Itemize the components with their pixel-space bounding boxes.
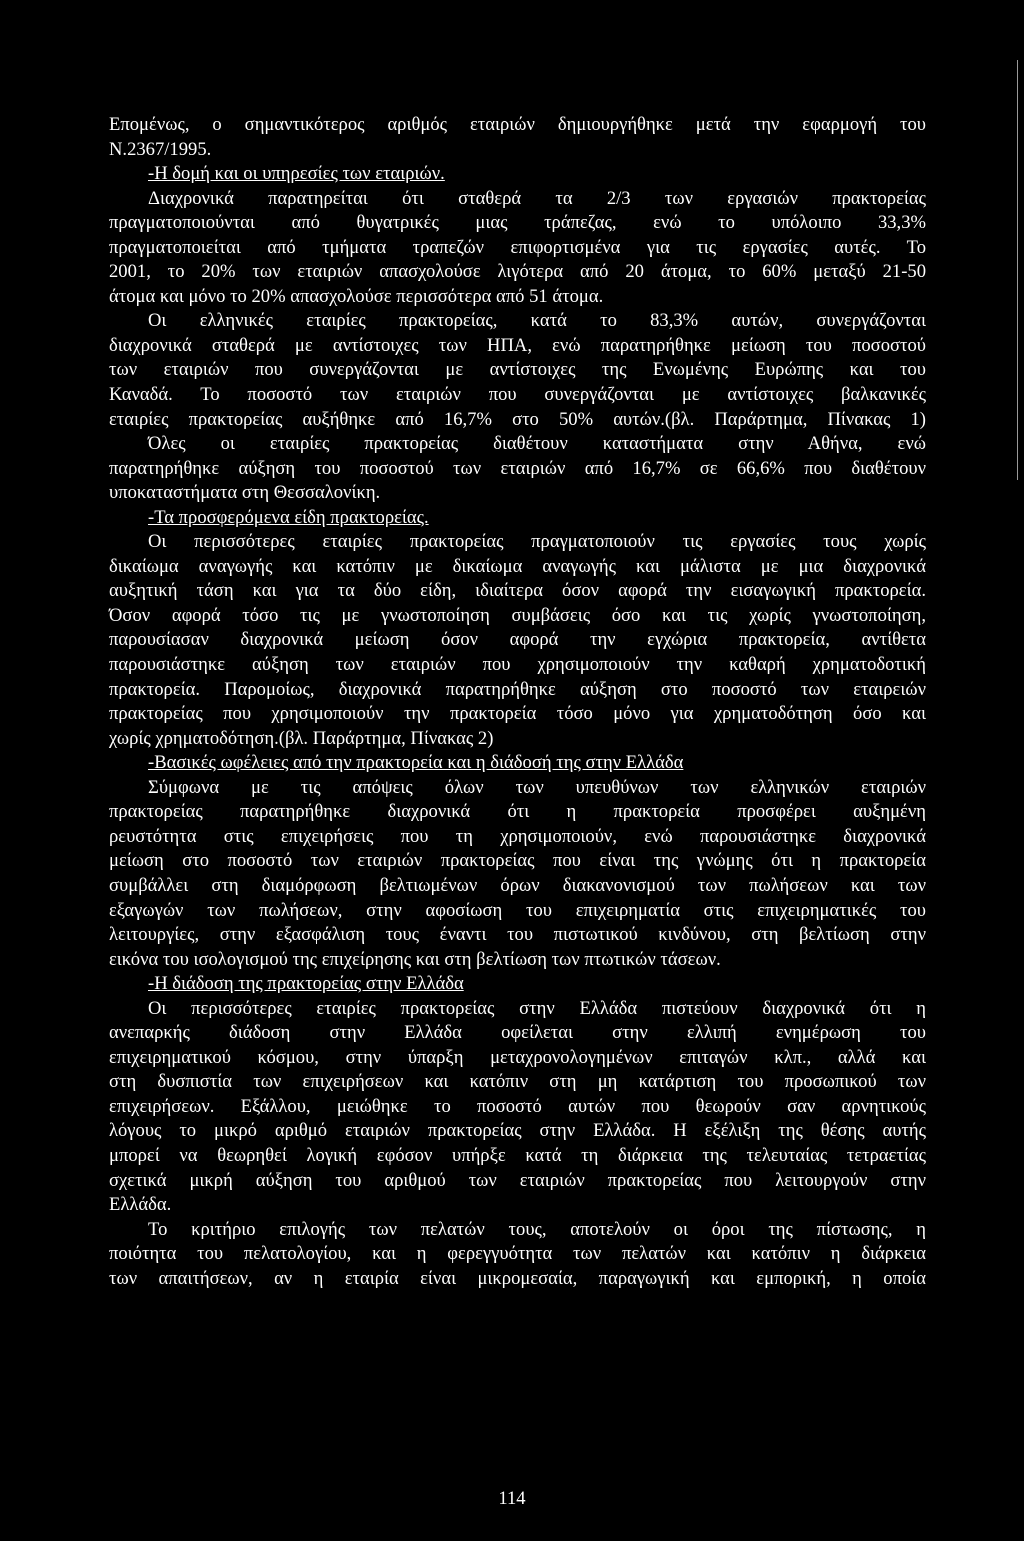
text-line: πρακτορείας που χρησιμοποιούν την πρακτορεία τόσο μόνο για χρηματοδότηση όσο και	[109, 703, 926, 725]
text-line: Όσον αφορά τόσο τις με γνωστοποίηση συμβάσεις όσο και τις χωρίς γνωστοποίηση,	[109, 604, 926, 626]
text-line: Ν.2367/1995.	[109, 138, 212, 160]
text-line: σχετικά μικρή αύξηση του αριθμού των εταιριών πρακτορείας που λειτουργούν στην	[109, 1169, 926, 1191]
text-line: ρευστότητα στις επιχειρήσεις που τη χρησιμοποιούν, ενώ παρουσιάστηκε διαχρονικά	[109, 825, 926, 847]
text-line: μείωση στο ποσοστό των εταιριών πρακτορείας που είναι της γνώμης ότι η πρακτορεία	[109, 850, 926, 872]
text-line: εταιρίες πρακτορείας αυξήθηκε από 16,7% στο 50% αυτών.(βλ. Παράρτημα, Πίνακας 1)	[109, 408, 926, 430]
text-line: Επομένως, ο σημαντικότερος αριθμός εταιριών δημιουργήθηκε μετά την εφαρμογή του	[109, 114, 926, 135]
text-line: υποκαταστήματα στη Θεσσαλονίκη.	[109, 482, 381, 504]
text-line: Οι περισσότερες εταιρίες πρακτορείας στην Ελλάδα πιστεύουν διαχρονικά ότι η	[148, 997, 926, 1019]
section-heading-structure: -Η δομή και οι υπηρεσίες των εταιριών.	[148, 163, 445, 185]
text-line: χωρίς χρηματοδότηση.(βλ. Παράρτημα, Πίνακας 2)	[109, 727, 494, 749]
text-line: μπορεί να θεωρηθεί λογική εφόσον υπήρξε κατά τη διάρκεια της τελευταίας τετραετίας	[109, 1144, 926, 1166]
text-line: Το κριτήριο επιλογής των πελατών τους, αποτελούν οι όροι της πίστωσης, η	[148, 1218, 926, 1240]
text-line: Διαχρονικά παρατηρείται ότι σταθερά τα 2/3 των εργασιών πρακτορείας	[148, 187, 926, 209]
text-line: πρακτορεία. Παρομοίως, διαχρονικά παρατηρήθηκε αύξηση στο ποσοστό των εταιρειών	[109, 678, 926, 700]
page-number: 114	[498, 1488, 526, 1509]
text-line: Ελλάδα.	[109, 1194, 172, 1216]
text-line: αυξητική τάση και για τα δύο είδη, ιδιαίτερα όσον αφορά την εισαγωγική πρακτορεία.	[109, 580, 926, 602]
section-heading-products: -Τα προσφερόμενα είδη πρακτορείας.	[148, 506, 429, 528]
text-line: παρουσιάστηκε αύξηση των εταιριών που χρησιμοποιούν την καθαρή χρηματοδοτική	[109, 654, 926, 676]
section-heading-diffusion: -Η διάδοση της πρακτορείας στην Ελλάδα	[148, 973, 464, 995]
text-line: δικαίωμα αναγωγής και κατόπιν με δικαίωμα αναγωγής και μάλιστα με μια διαχρονικά	[109, 555, 926, 577]
text-line: άτομα και μόνο το 20% απασχολούσε περισσότερα από 51 άτομα.	[109, 285, 604, 307]
scan-edge-line	[1017, 60, 1018, 480]
section-heading-benefits: -Βασικές ωφέλειες από την πρακτορεία και η διάδοσή της στην Ελλάδα	[148, 752, 684, 774]
text-line: εικόνα του ισολογισμού της επιχείρησης και στη βελτίωση των πτωτικών τάσεων.	[109, 948, 721, 970]
text-line: Σύμφωνα με τις απόψεις όλων των υπευθύνων των ελληνικών εταιριών	[148, 776, 926, 798]
text-line: των εταιριών που συνεργάζονται με αντίστοιχες της Ενωμένης Ευρώπης και του	[109, 359, 926, 381]
text-line: ποιότητα του πελατολογίου, και η φερεγγυότητα των πελατών και κατόπιν η διάρκεια	[109, 1243, 926, 1265]
text-line: πραγματοποιείται από τμήματα τραπεζών επιφορτισμένα για τις εργασίες αυτές. Το	[109, 236, 926, 258]
document-body	[109, 113, 926, 1291]
text-line: Καναδά. Το ποσοστό των εταιριών που συνεργάζονται με αντίστοιχες βαλκανικές	[109, 384, 926, 406]
text-line: διαχρονικά σταθερά με αντίστοιχες των ΗΠΑ, ενώ παρατηρήθηκε μείωση του ποσοστού	[109, 334, 926, 356]
text-line: 2001, το 20% των εταιριών απασχολούσε λιγότερα από 20 άτομα, το 60% μεταξύ 21-50	[109, 261, 926, 283]
text-line: παρουσίασαν διαχρονικά μείωση όσον αφορά την εγχώρια πρακτορεία, αντίθετα	[109, 629, 926, 651]
text-line: εξαγωγών των πωλήσεων, στην αφοσίωση του επιχειρηματία στις επιχειρηματικές του	[109, 899, 926, 921]
text-line: λόγους το μικρό αριθμό εταιριών πρακτορείας στην Ελλάδα. Η εξέλιξη της θέσης αυτής	[109, 1120, 926, 1142]
text-line: επιχειρηματικού κόσμου, στην ύπαρξη μεταχρονολογημένων επιταγών κλπ., αλλά και	[109, 1046, 926, 1068]
text-line: των απαιτήσεων, αν η εταιρία είναι μικρομεσαία, παραγωγική και εμπορική, η οποία	[109, 1267, 926, 1289]
text-line: πραγματοποιούνται από θυγατρικές μιας τράπεζας, ενώ το υπόλοιπο 33,3%	[109, 212, 926, 234]
text-line: στη δυσπιστία των επιχειρήσεων και κατόπιν στη μη κατάρτιση του προσωπικού των	[109, 1071, 926, 1093]
text-line: λειτουργίες, στην εξασφάλιση τους έναντι του πιστωτικού κινδύνου, στη βελτίωση στην	[109, 924, 926, 946]
text-line: συμβάλλει στη διαμόρφωση βελτιωμένων όρων διακανονισμού των πωλήσεων και των	[109, 874, 926, 896]
text-line: πρακτορείας παρατηρήθηκε διαχρονικά ότι η πρακτορεία προσφέρει αυξημένη	[109, 801, 926, 823]
text-line: ανεπαρκής διάδοση στην Ελλάδα οφείλεται στην ελλιπή ενημέρωση του	[109, 1022, 926, 1044]
text-line: επιχειρήσεων. Εξάλλου, μειώθηκε το ποσοστό αυτών που θεωρούν σαν αρνητικούς	[109, 1095, 926, 1117]
text-line: Όλες οι εταιρίες πρακτορείας διαθέτουν καταστήματα στην Αθήνα, ενώ	[148, 433, 926, 455]
text-line: Οι ελληνικές εταιρίες πρακτορείας, κατά το 83,3% αυτών, συνεργάζονται	[148, 310, 926, 332]
text-line: Οι περισσότερες εταιρίες πρακτορείας πραγματοποιούν τις εργασίες τους χωρίς	[148, 531, 926, 553]
text-line: παρατηρήθηκε αύξηση του ποσοστού των εταιριών από 16,7% σε 66,6% που διαθέτουν	[109, 457, 926, 479]
